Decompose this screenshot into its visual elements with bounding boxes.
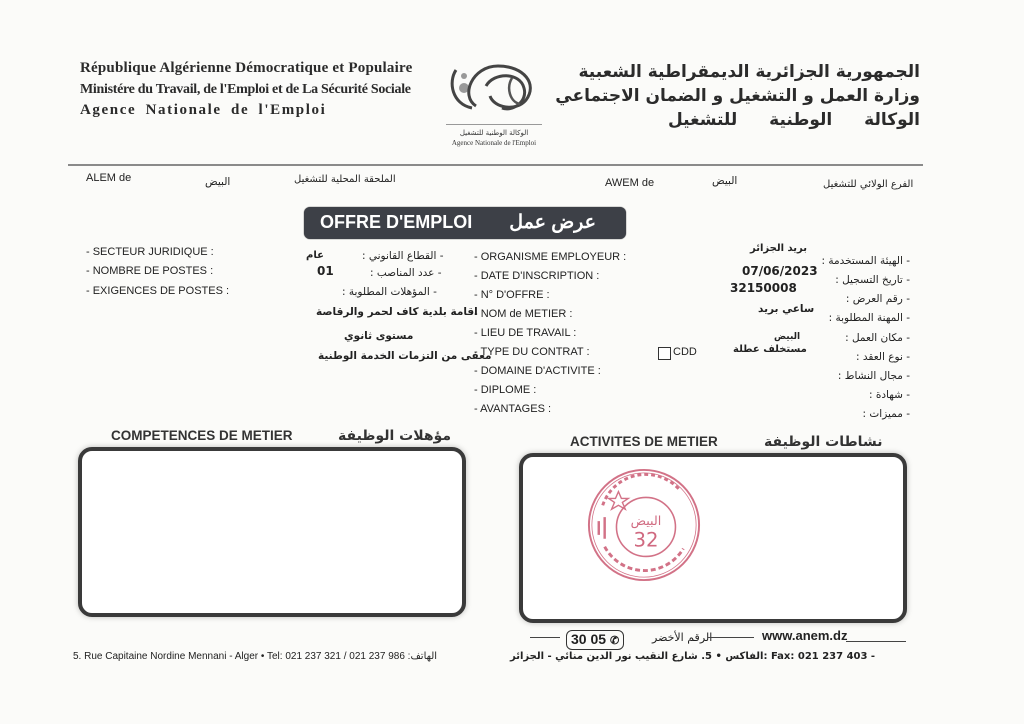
header-ministry-fr: Ministére du Travail, de l'Emploi et de La Sécurité Sociale xyxy=(80,82,411,97)
field-postes-label-ar: - عدد المناصب : xyxy=(370,267,442,279)
alem-label: ALEM de xyxy=(86,172,132,184)
banner-title-ar: عرض عمل xyxy=(509,212,596,233)
field-avantages-label-fr: - AVANTAGES : xyxy=(474,403,552,415)
header-agency-fr: Agence Nationale de l'Emploi xyxy=(80,102,327,118)
field-employeur-label-fr: - ORGANISME EMPLOYEUR : xyxy=(474,251,627,263)
requirement-item-residence: اقامة بلدية كاف لحمر والرقاصة xyxy=(316,306,478,318)
stamp-center-number: 32 xyxy=(633,528,659,552)
field-postes-label-fr: - NOMBRE DE POSTES : xyxy=(86,265,214,277)
banner-title-fr: OFFRE D'EMPLOI xyxy=(320,212,473,232)
field-contrat-label-ar: - نوع العقد : xyxy=(856,351,910,363)
field-contrat-value: مستخلف عطلة xyxy=(733,344,807,355)
field-lieu-label-ar: - مكان العمل : xyxy=(845,332,910,344)
offer-title-banner xyxy=(304,207,626,239)
logo-caption-ar: الوكالة الوطنية للتشغيل xyxy=(459,129,529,137)
alem-value: البيض xyxy=(205,176,231,188)
field-offre-value: 32150008 xyxy=(730,281,797,295)
cdd-label: CDD xyxy=(673,346,697,358)
field-exigences-label-ar: - المؤهلات المطلوبة : xyxy=(342,286,437,298)
field-diplome-label-fr: - DIPLOME : xyxy=(474,384,537,396)
green-number-badge xyxy=(566,630,624,650)
field-date-label-ar: - تاريخ التسجيل : xyxy=(835,274,910,286)
activites-title-fr: ACTIVITES DE METIER xyxy=(570,434,718,449)
footer-line-left xyxy=(530,637,560,638)
footer-line-mid xyxy=(708,637,754,638)
field-domaine-label-fr: - DOMAINE D'ACTIVITE : xyxy=(474,365,601,377)
field-offre-label-ar: - رقم العرض : xyxy=(845,293,910,305)
footer-address-ar: - Fax: 021 237 403 :الفاكس • 5. شارع النقيب نور الدين منائي - الجزائر xyxy=(510,651,876,662)
competences-title-fr: COMPETENCES DE METIER xyxy=(111,428,293,443)
footer-line-right xyxy=(846,641,906,642)
field-diplome-label-ar: - شهادة : xyxy=(868,389,910,401)
competences-title-ar: مؤهلات الوظيفة xyxy=(338,428,452,444)
field-employeur-value: بريد الجزائر xyxy=(750,243,808,254)
field-lieu-label-fr: - LIEU DE TRAVAIL : xyxy=(474,327,577,339)
field-secteur-label-fr: - SECTEUR JURIDIQUE : xyxy=(86,246,214,258)
anem-logo-icon xyxy=(446,58,542,118)
field-offre-label-fr: - N° D'OFFRE : xyxy=(474,289,550,301)
field-metier-label-ar: - المهنة المطلوبة : xyxy=(828,312,910,324)
field-date-value: 07/06/2023 xyxy=(742,264,818,278)
field-exigences-label-fr: - EXIGENCES DE POSTES : xyxy=(86,285,230,297)
header-republic-ar: الجمهورية الجزائرية الديمقراطية الشعبية xyxy=(578,62,920,82)
phone-icon: ✆ xyxy=(609,635,620,647)
field-lieu-value: البيض xyxy=(774,332,801,342)
stamp-center-text: البيض xyxy=(630,514,662,529)
requirement-item-military: معفى من التزمات الخدمة الوطنية xyxy=(318,350,492,362)
header-agency-ar: الوكالة الوطنية للتشغيل xyxy=(667,110,920,130)
logo-divider xyxy=(446,124,542,125)
awem-label: AWEM de xyxy=(605,177,655,189)
alem-ar-label: الملحقة المحلية للتشغيل xyxy=(294,174,396,185)
footer-address-fr: 5. Rue Capitaine Nordine Mennani - Alger • Tel: 021 237 321 / 021 237 986 :الهاتف xyxy=(73,651,438,662)
field-employeur-label-ar: - الهيئة المستخدمة : xyxy=(821,255,910,267)
field-metier-label-fr: - NOM de METIER : xyxy=(474,308,573,320)
header-arabic xyxy=(555,60,920,132)
competences-box[interactable] xyxy=(78,447,466,617)
awem-ar-label: الفرع الولائي للتشغيل xyxy=(823,179,914,190)
field-domaine-label-ar: - مجال النشاط : xyxy=(837,370,910,382)
official-stamp-icon xyxy=(585,466,703,584)
header-divider xyxy=(68,164,923,166)
header-republic-fr: République Algérienne Démocratique et Populaire xyxy=(80,60,413,76)
header-french xyxy=(80,58,412,121)
awem-value: البيض xyxy=(712,175,738,187)
cdd-checkbox[interactable] xyxy=(658,347,671,360)
field-date-label-fr: - DATE D'INSCRIPTION : xyxy=(474,270,600,282)
field-contrat-label-fr: - TYPE DU CONTRAT : xyxy=(474,346,590,358)
activites-title-ar: نشاطات الوظيفة xyxy=(764,434,883,450)
field-secteur-label-ar: - القطاع القانوني : xyxy=(362,250,444,262)
green-number-label: الرقم الأخضر xyxy=(652,631,713,644)
logo-caption-fr: Agence Nationale de l'Emploi xyxy=(451,139,537,147)
green-number: 30 05 xyxy=(571,631,607,647)
anem-logo xyxy=(438,58,550,148)
header-ministry-ar: وزارة العمل و التشغيل و الضمان الاجتماعي xyxy=(555,86,920,106)
field-secteur-value: عام xyxy=(306,250,324,261)
field-avantages-label-ar: - مميزات : xyxy=(862,408,910,420)
activites-box[interactable] xyxy=(519,453,907,623)
field-postes-value: 01 xyxy=(317,264,334,278)
requirement-item-level: مستوى ثانوي xyxy=(344,330,414,342)
field-metier-value: ساعي بريد xyxy=(758,303,815,315)
website-link[interactable]: www.anem.dz xyxy=(762,628,848,643)
